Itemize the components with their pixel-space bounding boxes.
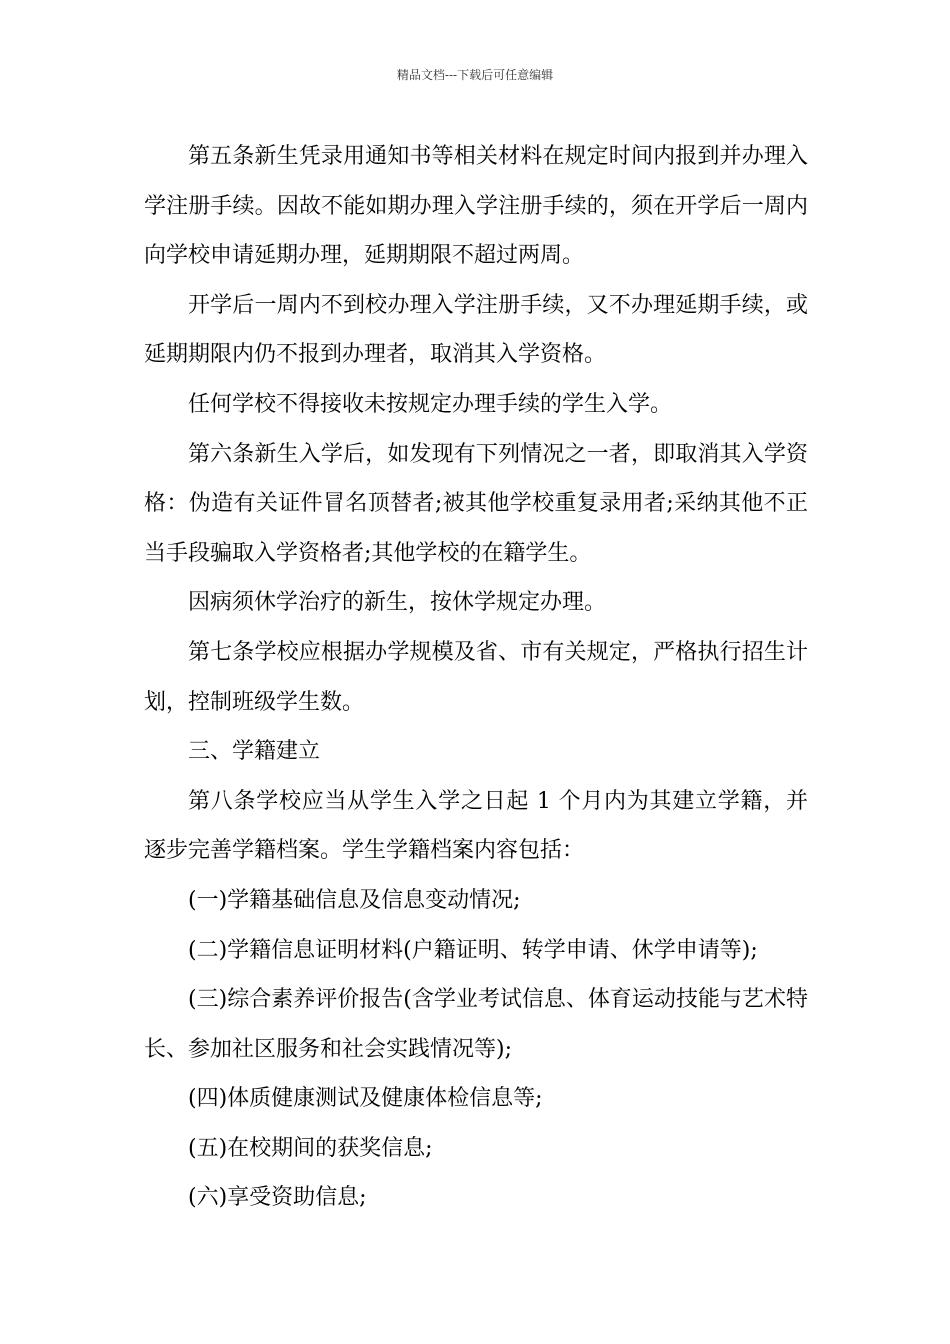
paragraph-article-5: 第五条新生凭录用通知书等相关材料在规定时间内报到并办理入学注册手续。因故不能如期办理入学注册手续的，须在开学后一周内向学校申请延期办理，延期期限不超过两周。 — [144, 144, 808, 269]
list-item: (四)体质健康测试及健康体检信息等; — [188, 1086, 543, 1112]
paragraph-no-admission: 任何学校不得接收未按规定办理手续的学生入学。 — [188, 391, 673, 417]
list-item: (六)享受资助信息; — [188, 1185, 367, 1211]
paragraph-illness: 因病须休学治疗的新生，按休学规定办理。 — [188, 590, 607, 616]
list-item: (三)综合素养评价报告(含学业考试信息、体育运动技能与艺术特长、参加社区服务和社会实践情况等); — [144, 987, 808, 1062]
page-header: 精品文档---下载后可任意编辑 — [396, 68, 554, 82]
list-item: (一)学籍基础信息及信息变动情况; — [188, 887, 521, 913]
section-heading: 三、学籍建立 — [188, 739, 321, 765]
list-item: (二)学籍信息证明材料(户籍证明、转学申请、休学申请等); — [188, 937, 758, 963]
paragraph-article-7: 第七条学校应根据办学规模及省、市有关规定，严格执行招生计划，控制班级学生数。 — [144, 639, 808, 715]
paragraph-late-registration: 开学后一周内不到校办理入学注册手续，又不办理延期手续，或延期期限内仍不报到办理者，取消其入学资格。 — [144, 292, 808, 368]
paragraph-article-6: 第六条新生入学后，如发现有下列情况之一者，即取消其入学资格：伪造有关证件冒名顶替者;被其他学校重复录用者;采纳其他不正当手段骗取入学资格者;其他学校的在籍学生。 — [144, 441, 808, 566]
document-body — [144, 132, 808, 1223]
paragraph-article-8: 第八条学校应当从学生入学之日起 1 个月内为其建立学籍，并逐步完善学籍档案。学生学籍档案内容包括： — [144, 788, 808, 864]
list-item: (五)在校期间的获奖信息; — [188, 1135, 433, 1161]
